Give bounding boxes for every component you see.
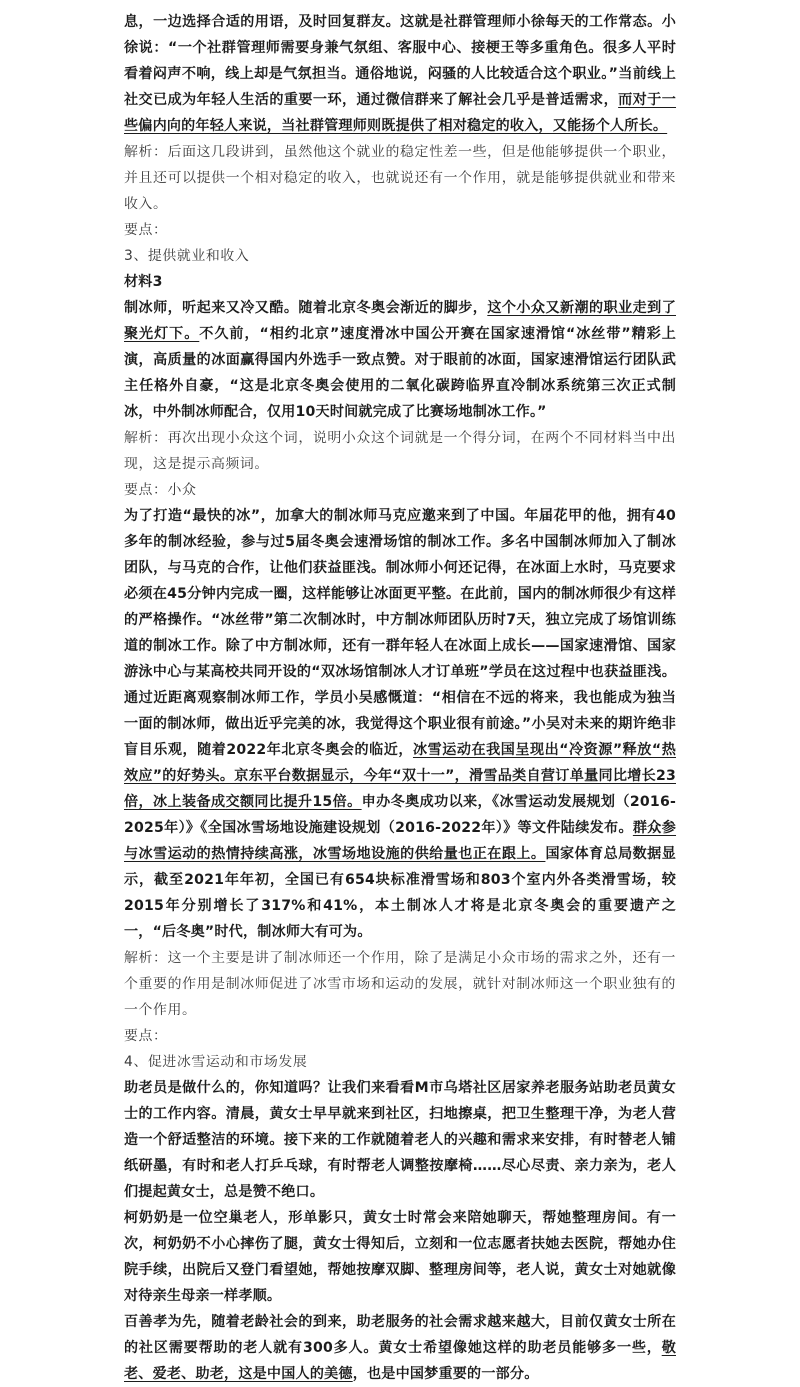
section-heading: 4、促进冰雪运动和市场发展 xyxy=(124,1054,308,1070)
paragraph-text: 息，一边选择合适的用语，及时回复群友。这就是社群管理师小徐每天的工作常态。小徐说：“一个社群管理师需要身兼气氛组、客服中心、接梗王等多重角色。很多人平时看着闷声不响，线上却是气氛担当。通俗地说，闷骚的人比较适合这个职业。”当前线上社交已成为年轻人生活的重要一环，通过微信群来了解社会几乎是普适需求， xyxy=(124,14,676,108)
underlined-key-sentence: 群众参与冰雪运动的热情持续高涨，冰雪场地设施的供给量也正在跟上。 xyxy=(124,820,677,862)
paragraph-text: 国家体育总局数据显示，截至2021年年初，全国已有654块标准滑雪场和803个室内外各类滑雪场，较2015年分别增长了317%和41%，本土制冰人才将是北京冬奥会的重要遗产之一，“后冬奥”时代，制冰师大有可为。 xyxy=(124,846,676,940)
material-label: 材料3 xyxy=(124,274,163,290)
underlined-key-sentence: 冰雪运动在我国呈现出“冷资源”释放“热效应”的好势头。京东平台数据显示，今年“双十一”，滑雪品类自营订单量同比增长23倍，冰上装备成交额同比提升15倍。 xyxy=(124,742,676,810)
paragraph-text: 不久前，“相约北京”速度滑冰中国公开赛在国家速滑馆“冰丝带”精彩上演，高质量的冰面赢得国内外选手一致点赞。对于眼前的冰面，国家速滑馆运行团队武主任格外自豪，“这是北京冬奥会使用的二氧化碳跨临界直冷制冰系统第三次正式制冰，中外制冰师配合，仅用10天时间就完成了比赛场地制冰工作。” xyxy=(124,326,676,420)
paragraph-text: 制冰师，听起来又冷又酷。随着北京冬奥会渐近的脚步， xyxy=(124,300,488,316)
paragraph-community-manager xyxy=(124,9,676,139)
section-heading: 3、提供就业和收入 xyxy=(124,248,250,264)
paragraph-text: ，也是中国梦重要的一部分。 xyxy=(352,1366,539,1382)
key-points-label: 要点： xyxy=(124,222,168,238)
paragraph-text: 申办冬奥成功以来，《冰雪运动发展规划（2016-2025年）》《全国冰雪场地设施建设规划（2016-2022年）》等文件陆续发布。 xyxy=(124,794,676,836)
key-points-label: 要点：小众 xyxy=(124,482,197,498)
analysis-text: 解析：再次出现小众这个词，说明小众这个词就是一个得分词，在两个不同材料当中出现，这是提示高频词。 xyxy=(124,430,676,472)
underlined-key-sentence: 而对于一些偏内向的年轻人来说，当社群管理师则既提供了相对稳定的收入，又能扬个人所长。 xyxy=(124,92,677,134)
analysis-text: 解析：后面这几段讲到，虽然他这个就业的稳定性差一些，但是他能够提供一个职业，并且还可以提供一个相对稳定的收入，也就说还有一个作用，就是能够提供就业和带来收入。 xyxy=(124,144,676,212)
underlined-key-sentence: 这个小众又新潮的职业走到了聚光灯下。 xyxy=(124,300,676,342)
paragraph-text: 百善孝为先，随着老龄社会的到来，助老服务的社会需求越来越大，目前仅黄女士所在的社区需要帮助的老人就有300多人。黄女士希望像她这样的助老员能够多一些， xyxy=(124,1314,676,1356)
paragraph-fastest-ice xyxy=(124,503,676,945)
paragraph-elderly-helper: 助老员是做什么的，你知道吗？让我们来看看M市乌塔社区居家养老服务站助老员黄女士的工作内容。清晨，黄女士早早就来到社区，扫地擦桌，把卫生整理干净，为老人营造一个舒适整洁的环境。接下来的工作就随着老人的兴趣和需求来安排，有时替老人铺纸研墨，有时和老人打乒乓球，有时帮老人调整按摩椅……尽心尽责、亲力亲为，老人们提起黄女士，总是赞不绝口。 xyxy=(124,1080,676,1200)
paragraph-filial-piety xyxy=(124,1309,676,1387)
paragraph-ice-maker xyxy=(124,295,676,425)
underlined-key-sentence: 敬老、爱老、助老，这是中国人的美德 xyxy=(124,1340,676,1382)
key-points-label: 要点： xyxy=(124,1028,168,1044)
paragraph-grandma-ke: 柯奶奶是一位空巢老人，形单影只，黄女士时常会来陪她聊天，帮她整理房间。有一次，柯奶奶不小心摔伤了腿，黄女士得知后，立刻和一位志愿者扶她去医院，帮她办住院手续，出院后又登门看望她，帮她按摩双脚、整理房间等，老人说，黄女士对她就像对待亲生母亲一样孝顺。 xyxy=(124,1210,676,1304)
paragraph-text: 为了打造“最快的冰”，加拿大的制冰师马克应邀来到了中国。年届花甲的他，拥有40多年的制冰经验，参与过5届冬奥会速滑场馆的制冰工作。多名中国制冰师加入了制冰团队，与马克的合作，让他们获益匪浅。制冰师小何还记得，在冰面上水时，马克要求必须在45分钟内完成一圈，这样能够让冰面更平整。在此前，国内的制冰师很少有这样的严格操作。“冰丝带”第二次制冰时，中方制冰师团队历时7天，独立完成了场馆训练道的制冰工作。除了中方制冰师，还有一群年轻人在冰面上成长——国家速滑馆、国家游泳中心与某高校共同开设的“双冰场馆制冰人才订单班”学员在这过程中也获益匪浅。通过近距离观察制冰师工作，学员小吴感慨道：“相信在不远的将来，我也能成为独当一面的制冰师，做出近乎完美的冰，我觉得这个职业很有前途。”小吴对未来的期许绝非盲目乐观，随着2022年北京冬奥会的临近， xyxy=(124,508,676,758)
analysis-text: 解析：这一个主要是讲了制冰师还一个作用，除了是满足小众市场的需求之外，还有一个重要的作用是制冰师促进了冰雪市场和运动的发展，就针对制冰师这一个职业独有的一个作用。 xyxy=(124,950,676,1018)
